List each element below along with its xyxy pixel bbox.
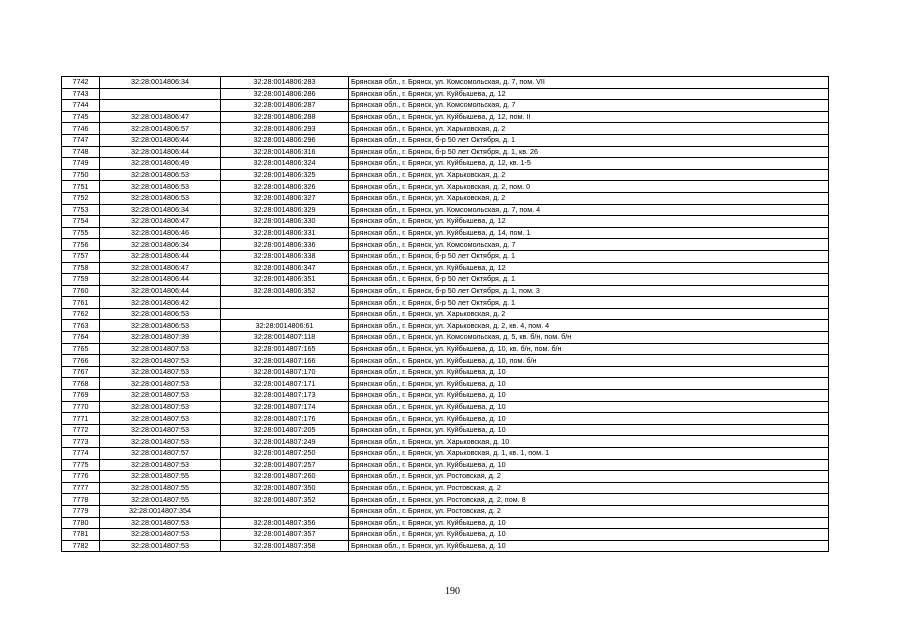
parcel-number-cell: 32:28:0014807:53 (100, 459, 221, 471)
object-number-cell: 32:28:0014807:250 (221, 448, 349, 460)
table-row (62, 77, 829, 89)
address-cell: Брянская обл., г. Брянск, ул. Ростовская, д. 2, пом. 8 (349, 494, 829, 506)
parcel-number-cell: 32:28:0014807:39 (100, 332, 221, 344)
object-number-cell: 32:28:0014807:352 (221, 494, 349, 506)
address-cell: Брянская обл., г. Брянск, ул. Куйбышева, д. 14, пом. 1 (349, 227, 829, 239)
parcel-number-cell: 32:28:0014807:53 (100, 355, 221, 367)
table-row (62, 517, 829, 529)
parcel-number-cell: 32:28:0014807:53 (100, 517, 221, 529)
table-row (62, 448, 829, 460)
parcel-number-cell: 32:28:0014807:53 (100, 424, 221, 436)
row-number-cell: 7750 (62, 169, 100, 181)
parcel-number-cell: 32:28:0014807:354 (100, 505, 221, 517)
address-cell: Брянская обл., г. Брянск, ул. Куйбышева, д. 12 (349, 216, 829, 228)
parcel-number-cell: 32:28:0014807:53 (100, 436, 221, 448)
parcel-number-cell: 32:28:0014806:49 (100, 158, 221, 170)
page-number: 190 (445, 586, 460, 597)
address-cell: Брянская обл., г. Брянск, ул. Куйбышева, д. 10 (349, 366, 829, 378)
address-cell: Брянская обл., г. Брянск, ул. Комсомольская, д. 7 (349, 100, 829, 112)
object-number-cell: 32:28:0014806:296 (221, 134, 349, 146)
parcel-number-cell: 32:28:0014806:44 (100, 250, 221, 262)
table-row (62, 181, 829, 193)
address-cell: Брянская обл., г. Брянск, ул. Ростовская, д. 2 (349, 482, 829, 494)
table-row (62, 285, 829, 297)
parcel-number-cell: 32:28:0014806:47 (100, 262, 221, 274)
address-cell: Брянская обл., г. Брянск, ул. Харьковская, д. 2, кв. 4, пом. 4 (349, 320, 829, 332)
row-number-cell: 7767 (62, 366, 100, 378)
table-row (62, 482, 829, 494)
parcel-number-cell: 32:28:0014806:53 (100, 308, 221, 320)
row-number-cell: 7754 (62, 216, 100, 228)
row-number-cell: 7755 (62, 227, 100, 239)
parcel-number-cell: 32:28:0014806:34 (100, 204, 221, 216)
parcel-number-cell: 32:28:0014806:53 (100, 192, 221, 204)
address-cell: Брянская обл., г. Брянск, б-р 50 лет Октября, д. 1 (349, 134, 829, 146)
object-number-cell: 32:28:0014806:324 (221, 158, 349, 170)
address-cell: Брянская обл., г. Брянск, ул. Куйбышева, д. 10 (349, 459, 829, 471)
object-number-cell: 32:28:0014807:166 (221, 355, 349, 367)
row-number-cell: 7748 (62, 146, 100, 158)
row-number-cell: 7745 (62, 111, 100, 123)
address-cell: Брянская обл., г. Брянск, ул. Харьковская, д. 2 (349, 308, 829, 320)
parcel-number-cell (100, 100, 221, 112)
parcel-number-cell: 32:28:0014806:44 (100, 134, 221, 146)
row-number-cell: 7769 (62, 390, 100, 402)
row-number-cell: 7758 (62, 262, 100, 274)
row-number-cell: 7772 (62, 424, 100, 436)
table-row (62, 459, 829, 471)
parcel-number-cell: 32:28:0014806:44 (100, 274, 221, 286)
row-number-cell: 7751 (62, 181, 100, 193)
table-row (62, 100, 829, 112)
address-cell: Брянская обл., г. Брянск, ул. Куйбышева, д. 12 (349, 88, 829, 100)
parcel-number-cell: 32:28:0014806:53 (100, 181, 221, 193)
address-cell: Брянская обл., г. Брянск, ул. Куйбышева, д. 10 (349, 390, 829, 402)
table-row (62, 529, 829, 541)
row-number-cell: 7774 (62, 448, 100, 460)
row-number-cell: 7782 (62, 540, 100, 552)
address-cell: Брянская обл., г. Брянск, ул. Куйбышева, д. 12, пом. II (349, 111, 829, 123)
address-cell: Брянская обл., г. Брянск, ул. Комсомольская, д. 7 (349, 239, 829, 251)
object-number-cell: 32:28:0014806:331 (221, 227, 349, 239)
address-cell: Брянская обл., г. Брянск, ул. Куйбышева, д. 10 (349, 540, 829, 552)
row-number-cell: 7752 (62, 192, 100, 204)
table-row (62, 169, 829, 181)
table-row (62, 158, 829, 170)
row-number-cell: 7763 (62, 320, 100, 332)
row-number-cell: 7773 (62, 436, 100, 448)
object-number-cell: 32:28:0014806:352 (221, 285, 349, 297)
table-row (62, 413, 829, 425)
address-cell: Брянская обл., г. Брянск, ул. Куйбышева, д. 12 (349, 262, 829, 274)
row-number-cell: 7765 (62, 343, 100, 355)
table-row (62, 262, 829, 274)
parcel-number-cell: 32:28:0014807:53 (100, 529, 221, 541)
table-row (62, 216, 829, 228)
table-row (62, 540, 829, 552)
object-number-cell: 32:28:0014806:330 (221, 216, 349, 228)
table-row (62, 250, 829, 262)
row-number-cell: 7743 (62, 88, 100, 100)
table-row (62, 274, 829, 286)
row-number-cell: 7780 (62, 517, 100, 529)
parcel-number-cell: 32:28:0014807:53 (100, 413, 221, 425)
address-cell: Брянская обл., г. Брянск, б-р 50 лет Октября, д. 1 (349, 297, 829, 309)
address-cell: Брянская обл., г. Брянск, ул. Харьковская, д. 10 (349, 436, 829, 448)
row-number-cell: 7744 (62, 100, 100, 112)
object-number-cell: 32:28:0014806:61 (221, 320, 349, 332)
table-row (62, 378, 829, 390)
address-cell: Брянская обл., г. Брянск, б-р 50 лет Октября, д. 1, кв. 26 (349, 146, 829, 158)
parcel-number-cell: 32:28:0014807:53 (100, 343, 221, 355)
row-number-cell: 7771 (62, 413, 100, 425)
table-row (62, 297, 829, 309)
object-number-cell: 32:28:0014806:287 (221, 100, 349, 112)
object-number-cell: 32:28:0014807:358 (221, 540, 349, 552)
object-number-cell: 32:28:0014807:350 (221, 482, 349, 494)
address-cell: Брянская обл., г. Брянск, ул. Харьковская, д. 1, кв. 1, пом. 1 (349, 448, 829, 460)
address-cell: Брянская обл., г. Брянск, ул. Харьковская, д. 2, пом. 0 (349, 181, 829, 193)
address-cell: Брянская обл., г. Брянск, ул. Куйбышева, д. 10 (349, 378, 829, 390)
object-number-cell: 32:28:0014807:356 (221, 517, 349, 529)
table-row (62, 332, 829, 344)
table-row (62, 471, 829, 483)
object-number-cell: 32:28:0014806:326 (221, 181, 349, 193)
parcel-number-cell: 32:28:0014807:53 (100, 540, 221, 552)
object-number-cell: 32:28:0014806:293 (221, 123, 349, 135)
row-number-cell: 7762 (62, 308, 100, 320)
table-row (62, 146, 829, 158)
parcel-number-cell: 32:28:0014807:53 (100, 378, 221, 390)
object-number-cell: 32:28:0014806:347 (221, 262, 349, 274)
object-number-cell: 32:28:0014806:351 (221, 274, 349, 286)
object-number-cell: 32:28:0014806:316 (221, 146, 349, 158)
table-row (62, 343, 829, 355)
address-cell: Брянская обл., г. Брянск, ул. Харьковская, д. 2 (349, 169, 829, 181)
table-row (62, 494, 829, 506)
parcel-number-cell: 32:28:0014806:57 (100, 123, 221, 135)
table-row (62, 436, 829, 448)
address-cell: Брянская обл., г. Брянск, ул. Ростовская, д. 2 (349, 471, 829, 483)
object-number-cell: 32:28:0014806:288 (221, 111, 349, 123)
object-number-cell: 32:28:0014807:260 (221, 471, 349, 483)
object-number-cell: 32:28:0014807:118 (221, 332, 349, 344)
object-number-cell: 32:28:0014806:327 (221, 192, 349, 204)
address-cell: Брянская обл., г. Брянск, ул. Куйбышева, д. 10 (349, 424, 829, 436)
row-number-cell: 7757 (62, 250, 100, 262)
address-cell: Брянская обл., г. Брянск, ул. Комсомольская, д. 7, пом. 4 (349, 204, 829, 216)
table-row (62, 320, 829, 332)
parcel-number-cell: 32:28:0014806:34 (100, 239, 221, 251)
object-number-cell (221, 505, 349, 517)
parcel-number-cell: 32:28:0014806:44 (100, 146, 221, 158)
cadastral-table (61, 76, 829, 552)
object-number-cell: 32:28:0014806:336 (221, 239, 349, 251)
row-number-cell: 7759 (62, 274, 100, 286)
table-body (62, 77, 829, 552)
parcel-number-cell: 32:28:0014807:55 (100, 471, 221, 483)
row-number-cell: 7766 (62, 355, 100, 367)
table-row (62, 239, 829, 251)
parcel-number-cell: 32:28:0014806:42 (100, 297, 221, 309)
object-number-cell: 32:28:0014807:257 (221, 459, 349, 471)
object-number-cell: 32:28:0014807:171 (221, 378, 349, 390)
object-number-cell: 32:28:0014806:283 (221, 77, 349, 89)
address-cell: Брянская обл., г. Брянск, ул. Куйбышева, д. 10 (349, 413, 829, 425)
row-number-cell: 7781 (62, 529, 100, 541)
address-cell: Брянская обл., г. Брянск, б-р 50 лет Октября, д. 1 (349, 250, 829, 262)
parcel-number-cell: 32:28:0014806:53 (100, 320, 221, 332)
address-cell: Брянская обл., г. Брянск, ул. Харьковская, д. 2 (349, 192, 829, 204)
address-cell: Брянская обл., г. Брянск, ул. Куйбышева, д. 10 (349, 517, 829, 529)
parcel-number-cell: 32:28:0014807:53 (100, 390, 221, 402)
table-row (62, 192, 829, 204)
address-cell: Брянская обл., г. Брянск, ул. Куйбышева, д. 12, кв. 1-5 (349, 158, 829, 170)
row-number-cell: 7776 (62, 471, 100, 483)
table-row (62, 134, 829, 146)
table-row (62, 111, 829, 123)
address-cell: Брянская обл., г. Брянск, ул. Куйбышева, д. 10 (349, 401, 829, 413)
table-row (62, 355, 829, 367)
row-number-cell: 7753 (62, 204, 100, 216)
row-number-cell: 7760 (62, 285, 100, 297)
table-row (62, 505, 829, 517)
object-number-cell: 32:28:0014806:325 (221, 169, 349, 181)
row-number-cell: 7768 (62, 378, 100, 390)
object-number-cell: 32:28:0014806:329 (221, 204, 349, 216)
object-number-cell: 32:28:0014807:357 (221, 529, 349, 541)
table-row (62, 424, 829, 436)
object-number-cell: 32:28:0014807:205 (221, 424, 349, 436)
address-cell: Брянская обл., г. Брянск, ул. Комсомольская, д. 7, пом. VII (349, 77, 829, 89)
object-number-cell: 32:28:0014806:286 (221, 88, 349, 100)
parcel-number-cell: 32:28:0014807:53 (100, 366, 221, 378)
table-row (62, 204, 829, 216)
row-number-cell: 7756 (62, 239, 100, 251)
parcel-number-cell: 32:28:0014806:47 (100, 216, 221, 228)
table-row (62, 390, 829, 402)
address-cell: Брянская обл., г. Брянск, ул. Комсомольская, д. 5, кв. б/н, пом. б/н (349, 332, 829, 344)
parcel-number-cell: 32:28:0014806:53 (100, 169, 221, 181)
row-number-cell: 7779 (62, 505, 100, 517)
table-row (62, 88, 829, 100)
address-cell: Брянская обл., г. Брянск, б-р 50 лет Октября, д. 1 (349, 274, 829, 286)
object-number-cell (221, 297, 349, 309)
table-row (62, 308, 829, 320)
address-cell: Брянская обл., г. Брянск, ул. Харьковская, д. 2 (349, 123, 829, 135)
row-number-cell: 7747 (62, 134, 100, 146)
parcel-number-cell: 32:28:0014807:57 (100, 448, 221, 460)
object-number-cell: 32:28:0014807:173 (221, 390, 349, 402)
row-number-cell: 7746 (62, 123, 100, 135)
object-number-cell: 32:28:0014806:338 (221, 250, 349, 262)
object-number-cell: 32:28:0014807:165 (221, 343, 349, 355)
row-number-cell: 7764 (62, 332, 100, 344)
object-number-cell: 32:28:0014807:176 (221, 413, 349, 425)
parcel-number-cell: 32:28:0014806:46 (100, 227, 221, 239)
address-cell: Брянская обл., г. Брянск, б-р 50 лет Октября, д. 1, пом. 3 (349, 285, 829, 297)
address-cell: Брянская обл., г. Брянск, ул. Куйбышева, д. 10, кв. б/н, пом. б/н (349, 343, 829, 355)
parcel-number-cell: 32:28:0014807:55 (100, 494, 221, 506)
parcel-number-cell: 32:28:0014806:44 (100, 285, 221, 297)
object-number-cell: 32:28:0014807:249 (221, 436, 349, 448)
row-number-cell: 7742 (62, 77, 100, 89)
object-number-cell (221, 308, 349, 320)
parcel-number-cell (100, 88, 221, 100)
object-number-cell: 32:28:0014807:174 (221, 401, 349, 413)
parcel-number-cell: 32:28:0014806:47 (100, 111, 221, 123)
table-row (62, 366, 829, 378)
table-row (62, 401, 829, 413)
row-number-cell: 7761 (62, 297, 100, 309)
address-cell: Брянская обл., г. Брянск, ул. Куйбышева, д. 10 (349, 529, 829, 541)
row-number-cell: 7777 (62, 482, 100, 494)
row-number-cell: 7749 (62, 158, 100, 170)
address-cell: Брянская обл., г. Брянск, ул. Куйбышева, д. 10, пом. б/н (349, 355, 829, 367)
parcel-number-cell: 32:28:0014806:34 (100, 77, 221, 89)
row-number-cell: 7770 (62, 401, 100, 413)
row-number-cell: 7778 (62, 494, 100, 506)
object-number-cell: 32:28:0014807:170 (221, 366, 349, 378)
table-row (62, 123, 829, 135)
table-row (62, 227, 829, 239)
parcel-number-cell: 32:28:0014807:55 (100, 482, 221, 494)
address-cell: Брянская обл., г. Брянск, ул. Ростовская, д. 2 (349, 505, 829, 517)
row-number-cell: 7775 (62, 459, 100, 471)
parcel-number-cell: 32:28:0014807:53 (100, 401, 221, 413)
